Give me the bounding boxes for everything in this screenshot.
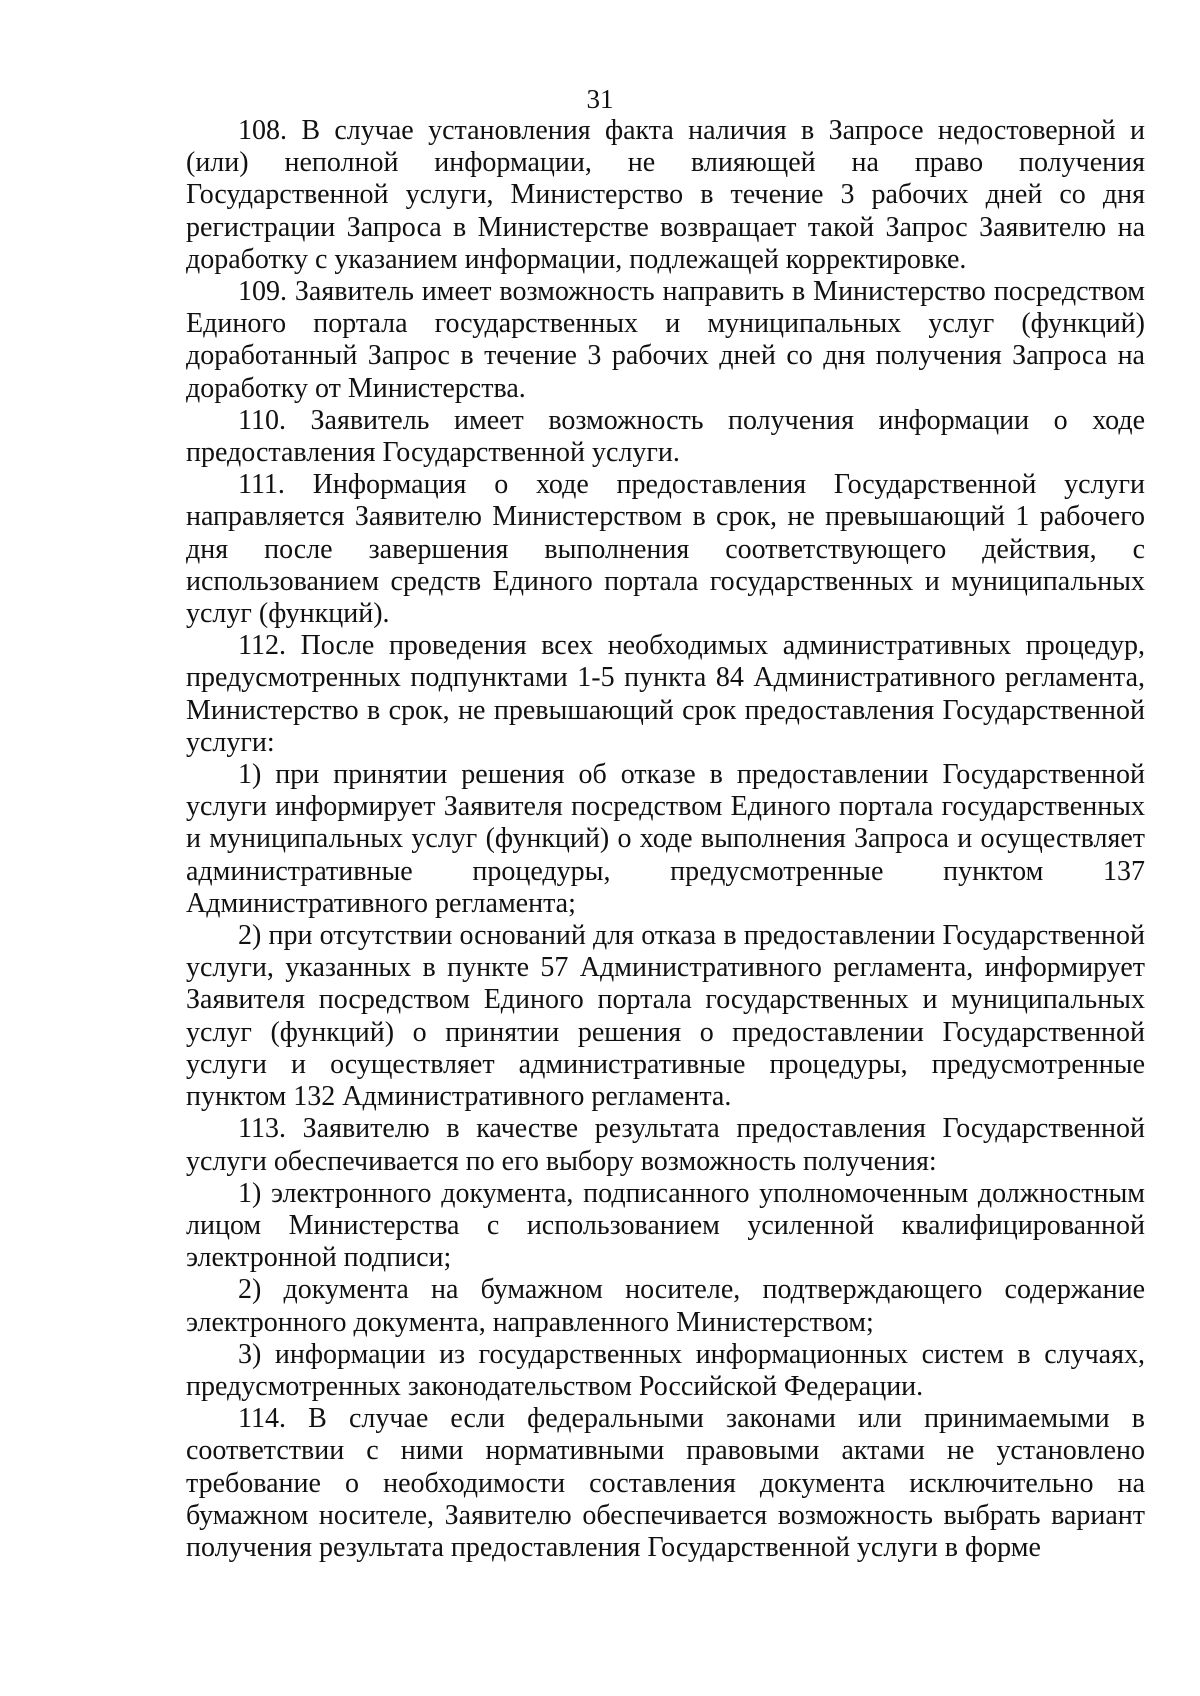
paragraph-111: 111. Информация о ходе предоставления Государственной услуги направляется Заявителю Министерством в срок, не превышающий 1 рабочего дня после завершения выполнения соответствующего действия, с использованием средств Единого портала государственных и муниципальных услуг (функций). — [186, 469, 1145, 630]
paragraph-112: 112. После проведения всех необходимых административных процедур, предусмотренных подпунктами 1-5 пункта 84 Административного регламента, Министерство в срок, не превышающий срок предоставления Государственной услуги: — [186, 630, 1145, 758]
paragraph-109: 109. Заявитель имеет возможность направить в Министерство посредством Единого портала государственных и муниципальных услуг (функций) доработанный Запрос в течение 3 рабочих дней со дня получения Запроса на доработку от Министерства. — [186, 276, 1145, 404]
paragraph-113-item-3: 3) информации из государственных информационных систем в случаях, предусмотренных законодательством Российской Федерации. — [186, 1338, 1145, 1402]
paragraph-112-item-1: 1) при принятии решения об отказе в предоставлении Государственной услуги информирует Заявителя посредством Единого портала государственных и муниципальных услуг (функций) о ходе выполнения Запроса и осуществляет административные процедуры, предусмотренные пунктом 137 Административного регламента; — [186, 759, 1145, 919]
paragraph-113-item-2: 2) документа на бумажном носителе, подтверждающего содержание электронного документа, направленного Министерством; — [186, 1274, 1145, 1338]
paragraph-108: 108. В случае установления факта наличия в Запросе недостоверной и (или) неполной информации, не влияющей на право получения Государственной услуги, Министерство в течение 3 рабочих дней со дня регистрации Запроса в Министерстве возвращает такой Запрос Заявителю на доработку с указанием информации, подлежащей корректировке. — [186, 115, 1145, 275]
document-body — [186, 115, 1145, 1564]
paragraph-114: 114. В случае если федеральными законами или принимаемыми в соответствии с ними нормативными правовыми актами не установлено требование о необходимости составления документа исключительно на бумажном носителе, Заявителю обеспечивается возможность выбрать вариант получения результата предоставления Государственной услуги в форме — [186, 1403, 1145, 1563]
page-number: 31 — [586, 84, 614, 114]
paragraph-112-item-2: 2) при отсутствии оснований для отказа в предоставлении Государственной услуги, указанных в пункте 57 Административного регламента, информирует Заявителя посредством Единого портала государственных и муниципальных услуг (функций) о принятии решения о предоставлении Государственной услуги и осуществляет административные процедуры, предусмотренные пунктом 132 Административного регламента. — [186, 920, 1145, 1113]
paragraph-110: 110. Заявитель имеет возможность получения информации о ходе предоставления Государственной услуги. — [186, 404, 1145, 469]
paragraph-113-item-1: 1) электронного документа, подписанного уполномоченным должностным лицом Министерства с использованием усиленной квалифицированной электронной подписи; — [186, 1177, 1145, 1274]
paragraph-113: 113. Заявителю в качестве результата предоставления Государственной услуги обеспечивается по его выбору возможность получения: — [186, 1113, 1145, 1177]
